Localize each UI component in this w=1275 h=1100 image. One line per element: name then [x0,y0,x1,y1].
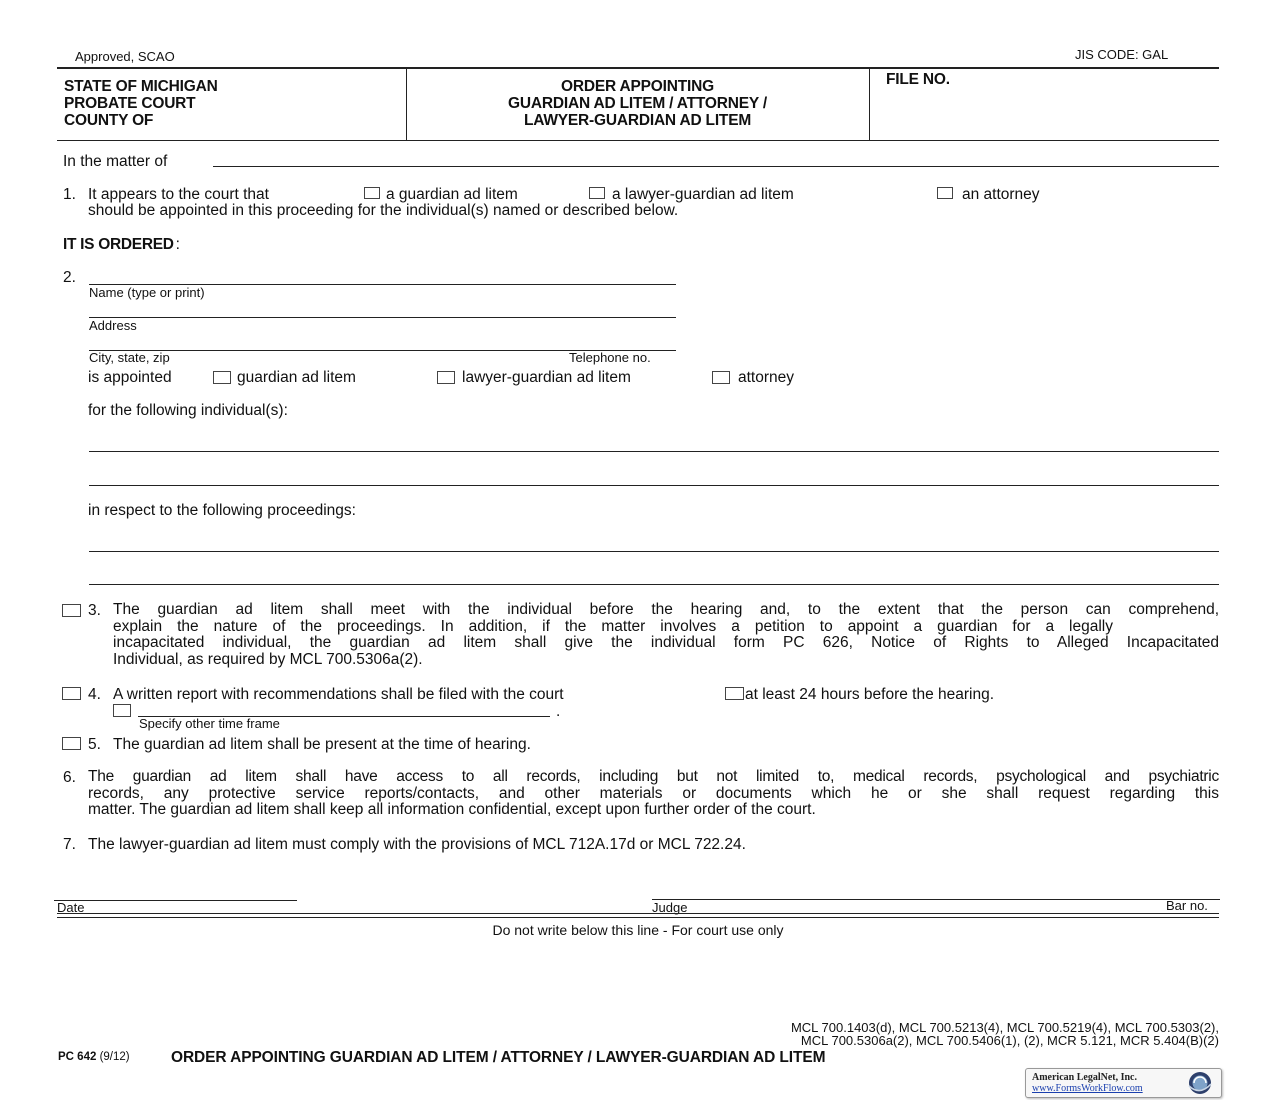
item6-line-2: records, any protective service reports/contacts, and other materials or documents which he or she shall request regarding this [88,784,1219,802]
file-no-label: FILE NO. [886,71,950,88]
item6-line-1: The guardian ad litem shall have access to all records, including but not limited to, medical records, psychological and psychiatric [88,768,1219,785]
item3-number: 3. [88,602,101,619]
item3-line-4: Individual, as required by MCL 700.5306a(2). [113,650,423,668]
item6-line-3: matter. The guardian ad litem shall keep all information confidential, except upon further order of the court. [88,801,816,819]
item4-period: . [556,703,561,720]
date-input-line[interactable] [54,900,297,901]
citations [791,1021,1219,1047]
form-title [406,78,869,129]
item4-24-hours-label: at least 24 hours before the hearing. [745,686,995,703]
item5-checkbox[interactable] [62,737,81,750]
proceedings-label: in respect to the following proceedings: [88,502,356,519]
item3-line-2: explain the nature of the proceedings. In addition, if the matter involves a petition to appoint a guardian for a legally [113,617,1113,635]
item1-attorney-checkbox[interactable] [937,187,953,199]
form-title-line-1: ORDER APPOINTING [561,78,714,95]
item1-lawyer-guardian-checkbox[interactable] [589,187,605,199]
footer-form-title: ORDER APPOINTING GUARDIAN AD LITEM / ATTORNEY / LAWYER-GUARDIAN AD LITEM [171,1049,826,1066]
court-use-rule-2 [57,917,1219,918]
logo-url[interactable]: www.FormsWorkFlow.com [1032,1083,1143,1094]
court-use-rule-1 [57,913,1219,914]
item3-checkbox[interactable] [62,604,81,617]
it-is-ordered-colon: : [175,236,180,253]
item3-paragraph [113,602,1219,668]
form-title-line-3: LAWYER-GUARDIAN AD LITEM [523,112,752,129]
court-use-notice: Do not write below this line - For court use only [492,922,784,938]
form-number-code: PC 642 [58,1051,97,1063]
court-state: STATE OF MICHIGAN [64,78,218,95]
it-is-ordered-text: IT IS ORDERED [63,236,174,253]
item6-number: 6. [63,769,76,786]
item3-line-3: incapacitated individual, the guardian ad litem shall give the individual form PC 626, Notice of Rights to Alleged Incapacitated [113,634,1219,652]
form-number-date: (9/12) [99,1051,130,1063]
item5-number: 5. [88,736,101,753]
item4-other-checkbox[interactable] [113,704,131,717]
item1-guardian-checkbox[interactable] [364,187,380,199]
appointed-guardian-label: guardian ad litem [237,369,356,386]
appointed-attorney-label: attorney [738,369,795,386]
matter-input-line[interactable] [213,166,1219,167]
individuals-input-line-1[interactable] [89,451,1219,452]
appointed-lawyer-guardian-checkbox[interactable] [437,371,455,384]
form-number [58,1051,130,1063]
item4-number: 4. [88,686,101,703]
citations-line-2: MCL 700.5306a(2), MCL 700.5406(1), (2), MCR 5.121, MCR 5.404(B)(2) [800,1033,1219,1048]
header-top-rule [57,67,1219,69]
address-label: Address [89,318,137,333]
item1-guardian-label: a guardian ad litem [386,186,518,203]
item2-number: 2. [63,269,76,286]
item6-paragraph [88,769,1219,819]
proceedings-input-line-2[interactable] [89,584,1219,585]
form-title-line-2: GUARDIAN AD LITEM / ATTORNEY / [508,95,767,112]
court-county: COUNTY OF [64,112,154,129]
item4-other-label: Specify other time frame [139,716,280,731]
judge-signature-line[interactable] [652,899,1220,900]
court-block [64,78,218,129]
appointed-attorney-checkbox[interactable] [712,371,730,384]
appointed-label: is appointed [88,369,172,386]
item1-lead: It appears to the court that [88,186,269,203]
item4-checkbox[interactable] [62,687,81,700]
item1-attorney-label: an attorney [962,186,1040,203]
it-is-ordered [63,236,180,254]
item1-lawyer-guardian-label: a lawyer-guardian ad litem [612,186,794,203]
item5-text: The guardian ad litem shall be present at the time of hearing. [113,736,531,753]
citations-line-1: MCL 700.1403(d), MCL 700.5213(4), MCL 700.5219(4), MCL 700.5303(2), [790,1020,1219,1035]
item1-line2: should be appointed in this proceeding for the individual(s) named or described below. [88,202,679,219]
item4-24-hours-checkbox[interactable] [725,687,744,700]
item7-number: 7. [63,836,76,853]
appointed-guardian-checkbox[interactable] [213,371,231,384]
date-label: Date [57,900,85,915]
jis-code: JIS CODE: GAL [1075,47,1169,62]
approved-scao: Approved, SCAO [75,49,175,64]
name-label: Name (type or print) [89,285,205,300]
proceedings-input-line-1[interactable] [89,551,1219,552]
judge-label: Judge [652,900,688,915]
item7-text: The lawyer-guardian ad litem must comply with the provisions of MCL 712A.17d or MCL 722.24. [88,836,746,853]
american-legalnet-logo[interactable] [1025,1068,1222,1098]
item3-line-1: The guardian ad litem shall meet with the individual before the hearing and, to the extent that the person can comprehend, [113,601,1219,618]
individuals-input-line-2[interactable] [89,485,1219,486]
matter-label: In the matter of [63,153,168,170]
phone-label: Telephone no. [569,350,651,365]
court-name: PROBATE COURT [64,95,196,112]
item1-number: 1. [63,186,76,203]
header-divider-2 [869,67,870,140]
globe-icon [1183,1070,1217,1096]
appointed-lawyer-guardian-label: lawyer-guardian ad litem [462,369,631,386]
logo-name: American LegalNet, Inc. [1032,1072,1137,1083]
header-bottom-rule [57,140,1219,141]
item4-text: A written report with recommendations shall be filed with the court [113,686,564,703]
individuals-label: for the following individual(s): [88,402,288,419]
address-input-line[interactable] [89,317,676,318]
city-label: City, state, zip [89,350,170,365]
bar-no-label: Bar no. [1166,898,1208,913]
